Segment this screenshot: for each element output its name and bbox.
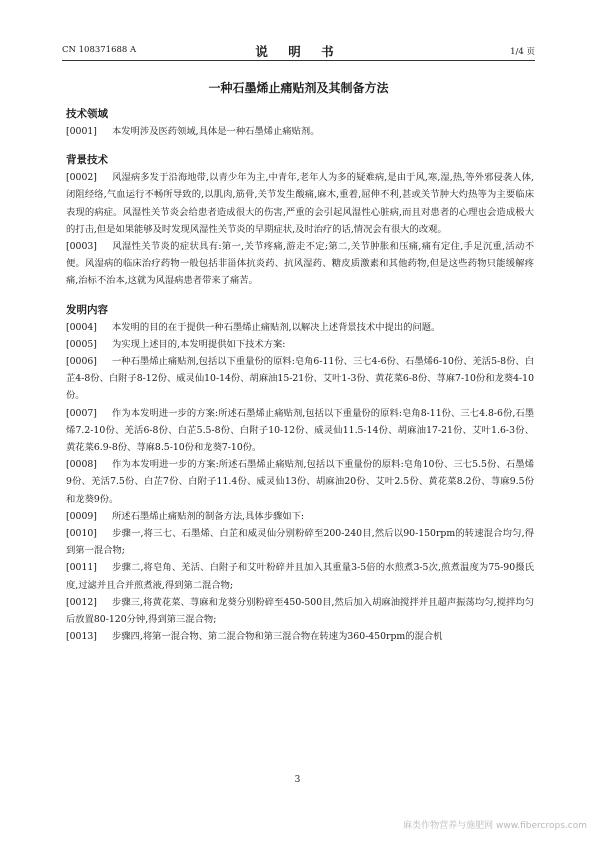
paragraph-number: [0011]	[66, 562, 97, 574]
paragraph-0008	[66, 456, 534, 508]
paragraph-text: 步骤四,将第一混合物、第二混合物和第三混合物在转速为360-450rpm的混合机	[112, 631, 443, 643]
document-body	[66, 108, 534, 645]
patent-number: CN 108371688 A	[62, 45, 137, 55]
paragraph-0012	[66, 594, 534, 628]
paragraph-number: [0009]	[66, 510, 97, 522]
paragraph-number: [0013]	[66, 631, 97, 643]
paragraph-number: [0007]	[66, 407, 97, 419]
invention-title: 一种石墨烯止痛贴剂及其制备方法	[208, 81, 389, 95]
site-watermark: 麻类作物营养与施肥网 www.fibercrops.com	[403, 821, 587, 831]
paragraph-number: [0010]	[66, 528, 97, 540]
paragraph-0009	[66, 508, 534, 525]
paragraph-0003	[66, 238, 534, 290]
paragraph-number: [0005]	[66, 338, 97, 350]
paragraph-text: 所述石墨烯止痛贴剂的制备方法,具体步骤如下:	[112, 510, 305, 522]
paragraph-0010	[66, 525, 534, 559]
paragraph-number: [0001]	[66, 126, 97, 137]
paragraph-0002	[66, 169, 534, 238]
section-spacer	[66, 140, 534, 154]
page-number: 3	[294, 775, 301, 785]
paragraph-text: 一种石墨烯止痛贴剂,包括以下重量份的原料:皂角6-11份、三七4-6份、石墨烯6-10份、羌活5-8份、白芷4-8份、白附子8-12份、威灵仙10-14份、胡麻油15-21份、艾叶1-3份、黄花菜6-8份、荨麻7-10份和龙葵4-10份。	[66, 356, 534, 402]
paragraph-number: [0008]	[66, 459, 97, 471]
paragraph-text: 本发明的目的在于提供一种石墨烯止痛贴剂,以解决上述背景技术中提出的问题。	[112, 321, 441, 333]
paragraph-0006	[66, 353, 534, 405]
paragraph-text: 作为本发明进一步的方案:所述石墨烯止痛贴剂,包括以下重量份的原料:皂角8-11份、三七4.8-6份,石墨烯7.2-10份、羌活6-8份、白芷5.5-8份、白附子10-12份、威灵仙11.5-14份、胡麻油17-21份、艾叶1.6-3份、黄花菜6.9-8份、荨麻8.5-10份和龙葵7-10份。	[66, 407, 534, 454]
paragraph-text: 风湿病多发于沿海地带,以青少年为主,中青年,老年人为多的疑难病,是由于风,寒,湿,热,等外邪侵袭人体,闭阻经络,气血运行不畅所导致的,以肌肉,筋骨,关节发生酸痛,麻木,重着,屈伸不利,甚或关节肿大灼热等为主要临床表现的病症。风湿性关节炎会给患者造成很大的伤害,严重的会引起风湿性心脏病,而且对患者的心理也会造成极大的打击,但是如果能够及时发现风湿性关节炎的早期症状,及时治疗的话,情况会有很大的改观。	[66, 172, 534, 235]
paragraph-0007	[66, 405, 534, 457]
paragraph-text: 步骤三,将黄花菜、荨麻和龙葵分别粉碎至450-500目,然后加入胡麻油搅拌并且超声振荡均匀,搅拌均匀后放置80-120分钟,得到第三混合物;	[66, 596, 534, 626]
paragraph-0004	[66, 319, 534, 336]
section-heading-technical-field: 技术领域	[66, 108, 108, 120]
section-heading-summary: 发明内容	[66, 303, 108, 316]
section-heading-background: 背景技术	[66, 154, 108, 167]
paragraph-text: 风湿性关节炎的症状具有:第一,关节疼痛,游走不定;第二,关节肿胀和压痛,痛有定住,手足沉重,活动不便。风湿病的临床治疗药物一般包括非甾体抗炎药、抗风湿药、糖皮质激素和其他药物,但是这些药物只能缓解疼痛,治标不治本,这就为风湿病患者带来了痛苦。	[66, 241, 534, 287]
document-type-title: 说 明 书	[255, 44, 342, 59]
paragraph-number: [0004]	[66, 321, 97, 333]
paragraph-text: 步骤二,将皂角、羌活、白附子和艾叶粉碎并且加入其重量3-5倍的水煎煮3-5次,煎煮温度为75-90摄氏度,过滤并且合并煎煮液,得到第二混合物;	[66, 562, 534, 591]
paragraph-text: 作为本发明进一步的方案:所述石墨烯止痛贴剂,包括以下重量份的原料:皂角10份、三七5.5份、石墨烯9份、羌活7.5份、白芷7份、白附子11.4份、威灵仙13份、胡麻油20份、艾叶2.5份、黄花菜8.2份、荨麻9.5份和龙葵9份。	[66, 459, 534, 505]
paragraph-0011	[66, 559, 534, 593]
paragraph-number: [0003]	[66, 241, 97, 253]
paragraph-text: 为实现上述目的,本发明提供如下技术方案:	[112, 338, 286, 350]
paragraph-0001	[66, 123, 534, 140]
paragraph-0013	[66, 628, 534, 645]
paragraph-text: 本发明涉及医药领域,具体是一种石墨烯止痛贴剂。	[112, 126, 320, 137]
page-header	[62, 42, 535, 58]
page-indicator: 1/4 页	[510, 47, 535, 57]
paragraph-number: [0002]	[66, 172, 97, 184]
paragraph-text: 步骤一,将三七、石墨烯、白芷和威灵仙分别粉碎至200-240目,然后以90-150rpm的转速混合均匀,得到第一混合物;	[66, 528, 534, 557]
paragraph-number: [0012]	[66, 596, 97, 608]
paragraph-number: [0006]	[66, 356, 97, 368]
header-divider	[62, 60, 535, 61]
section-spacer	[66, 290, 534, 304]
paragraph-0005	[66, 336, 534, 353]
